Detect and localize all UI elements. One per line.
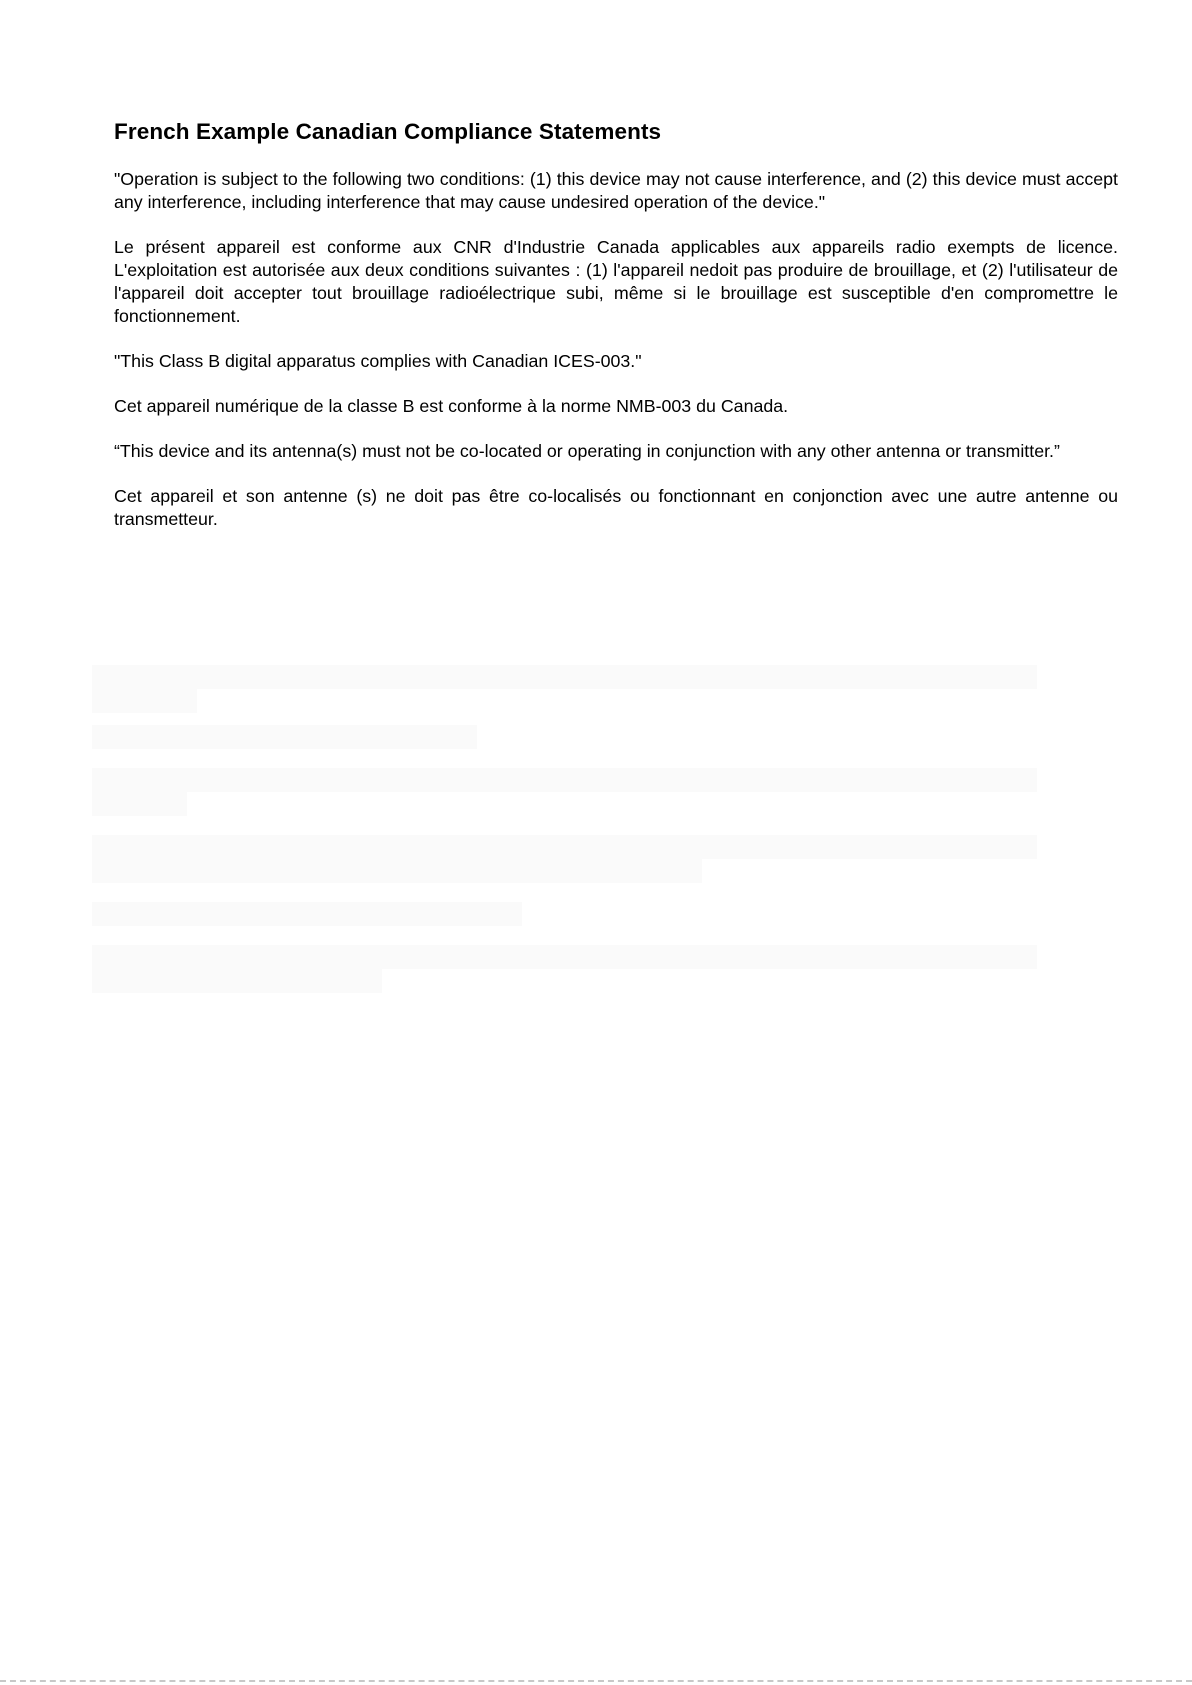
faded-line <box>92 945 1037 969</box>
paragraph-antenna-en: “This device and its antenna(s) must not be co-located or operating in conjunction with any other antenna or transmitter.” <box>114 441 1060 461</box>
faded-line <box>92 725 477 749</box>
faded-line <box>92 835 1037 859</box>
faded-line <box>92 969 382 993</box>
paragraph-antenna-fr: Cet appareil et son antenne (s) ne doit pas être co-localisés ou fonctionnant en conjonction avec une autre antenne ou transmetteur. <box>114 486 1118 529</box>
paragraph-ices-en: "This Class B digital apparatus complies with Canadian ICES-003." <box>114 351 642 371</box>
faded-line <box>92 689 197 713</box>
faded-line <box>92 768 1037 792</box>
faded-line <box>92 792 187 816</box>
faded-line <box>92 859 702 883</box>
faded-content-area <box>92 665 1122 1085</box>
document-title: French Example Canadian Compliance Statements <box>114 119 662 144</box>
paragraph-operation-conditions-fr: Le présent appareil est conforme aux CNR d'Industrie Canada applicables aux appareils radio exempts de licence. L'exploitation est autorisée aux deux conditions suivantes : (1) l'appareil nedoit pas produire de brouillage, et (2) l'utilisateur de l'appareil doit accepter tout brouillage radioélectrique subi, même si le brouillage est susceptible d'en compromettre le fonctionnement. <box>114 237 1118 326</box>
faded-line <box>92 665 1037 689</box>
faded-line <box>92 902 522 926</box>
paragraph-ices-fr: Cet appareil numérique de la classe B est conforme à la norme NMB-003 du Canada. <box>114 396 789 416</box>
page-bottom-border <box>0 1680 1192 1682</box>
paragraph-operation-conditions-en: "Operation is subject to the following two conditions: (1) this device may not cause interference, and (2) this device must accept any interference, including interference that may cause undesired operation of the device." <box>114 169 1118 212</box>
document-page <box>114 118 1118 553</box>
